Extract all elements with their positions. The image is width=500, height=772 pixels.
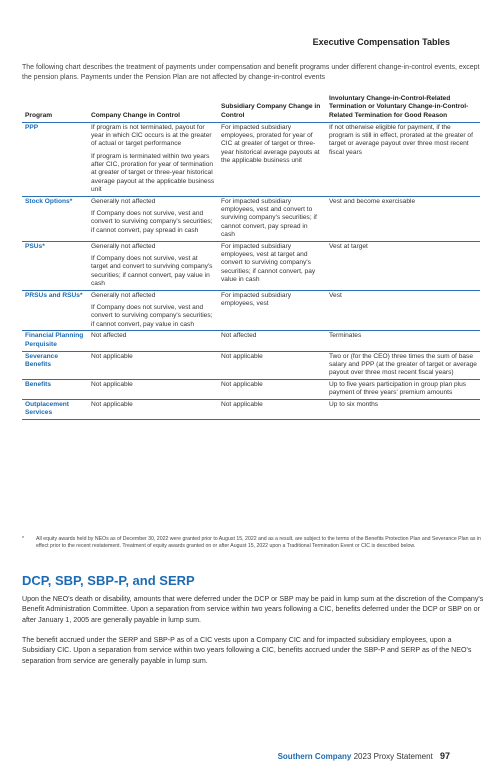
cell-text: Not applicable <box>221 401 263 408</box>
cell-text: If program is terminated within two years after CIC, proration for year of termination at greater of target or three-year historical average payout at the applicable business unit <box>91 152 215 193</box>
table-row <box>22 122 480 196</box>
cell-text: Vest and become exercisable <box>329 197 416 205</box>
program-name-cell: PPP <box>22 122 88 196</box>
column-header-subsidiary-cic: Subsidiary Company Change in Control <box>218 95 326 122</box>
subsidiary-cic-cell <box>218 379 326 399</box>
cic-treatment-table <box>22 95 480 420</box>
table-row <box>22 351 480 379</box>
subsidiary-cic-cell <box>218 196 326 241</box>
footer-doc-title: 2023 Proxy Statement <box>353 752 433 761</box>
table-row <box>22 400 480 420</box>
company-cic-cell <box>88 331 218 351</box>
cell-text: Generally not affected <box>91 242 156 250</box>
footnote-mark: * <box>22 536 25 542</box>
program-name-cell: Severance Benefits <box>22 351 88 379</box>
section-paragraph-2: The benefit accrued under the SERP and SBP-P as of a CIC vests upon a Company CIC and for impacted subsidiary employees, upon a Subsidiary CIC. Upon a separation from service within two years following a CIC, benefits accrued under the SBP-P and SERP as of the NEO's separation from service are generally payable in lump sum. <box>22 636 472 665</box>
termination-cell <box>326 351 480 379</box>
termination-cell <box>326 122 480 196</box>
termination-cell <box>326 331 480 351</box>
company-cic-cell <box>88 400 218 420</box>
cell-text: Up to six months <box>329 401 379 408</box>
footnote-text: All equity awards held by NEOs as of December 30, 2022 were granted prior to August 15, 2022 and as a result, are subject to the terms of the Benefits Protection Plan and Severance Plan as in effect prior to the recent restatement. Treatment of equity awards granted on or after August 15, 2022 upon a Traditional Termination Event or CIC is described below. <box>36 536 481 549</box>
termination-cell <box>326 196 480 241</box>
cell-text: Generally not affected <box>91 197 156 205</box>
cell-text: If Company does not survive, vest and convert to surviving company's securities; if cannot convert, pay value in cash <box>91 304 213 328</box>
company-cic-cell <box>88 351 218 379</box>
cell-text: Vest <box>329 291 342 299</box>
cell-text: Not applicable <box>221 352 263 360</box>
termination-cell <box>326 400 480 420</box>
footnote <box>22 536 484 550</box>
cell-text: For impacted subsidiary employees, prorated for year of CIC at greater of target or three-year historical average payouts at the applicable business unit <box>221 123 320 165</box>
program-name-cell: Stock Options* <box>22 196 88 241</box>
table-body <box>22 122 480 419</box>
cell-text: For impacted subsidiary employees, vest and convert to surviving company's securities; if cannot convert, pay spread in cash <box>221 197 317 238</box>
column-header-termination: Involuntary Change-in-Control-Related Termination or Voluntary Change-in-Control-Related Termination for Good Reason <box>326 95 480 122</box>
column-header-program: Program <box>22 95 88 122</box>
cell-text: For impacted subsidiary employees, vest <box>221 291 291 308</box>
cell-text: Up to five years participation in group plan plus payment of three years' premium amounts <box>329 380 467 397</box>
table-row <box>22 379 480 399</box>
table-row <box>22 241 480 290</box>
cell-text: Not affected <box>91 332 127 340</box>
cell-text: If not otherwise eligible for payment, if the program is still in effect, prorated at the greater of target or average payout over three most recent fiscal years <box>329 123 473 156</box>
program-name-cell: PRSUs and RSUs* <box>22 290 88 331</box>
page-header-title: Executive Compensation Tables <box>312 37 450 47</box>
program-name-cell: Financial Planning Perquisite <box>22 331 88 351</box>
page-footer <box>278 751 450 761</box>
cell-text: For impacted subsidiary employees, vest at target and convert to surviving company's securities; if cannot convert, pay value in cash <box>221 242 316 283</box>
cell-text: Generally not affected <box>91 291 156 299</box>
section-paragraph-1: Upon the NEO's death or disability, amounts that were deferred under the DCP or SBP may be paid in lump sum at the discretion of the Company's Benefit Administration Committee. Upon a separation from service within two years following a CIC, benefits deferred under the DCP or SBP on or after January 1, 2005 are generally payable in lump sum. <box>22 595 484 624</box>
cell-text: If program is not terminated, payout for year in which CIC occurs is at the greater of actual or target performance <box>91 123 212 148</box>
cell-text: Not applicable <box>91 352 133 360</box>
company-cic-cell <box>88 196 218 241</box>
termination-cell <box>326 241 480 290</box>
cell-text: If Company does not survive, vest and convert to surviving company's securities; if cannot convert, pay spread in cash <box>91 210 213 234</box>
cell-text: Not applicable <box>91 401 133 408</box>
subsidiary-cic-cell <box>218 400 326 420</box>
cell-text: Two or (for the CEO) three times the sum of base salary and PPP (at the greater of target or average payout over three most recent fiscal years) <box>329 352 477 377</box>
subsidiary-cic-cell <box>218 290 326 331</box>
table-row <box>22 290 480 331</box>
company-cic-cell <box>88 379 218 399</box>
company-cic-cell <box>88 241 218 290</box>
program-name-cell: PSUs* <box>22 241 88 290</box>
company-cic-cell <box>88 122 218 196</box>
column-header-company-cic: Company Change in Control <box>88 95 218 122</box>
table-row <box>22 331 480 351</box>
termination-cell <box>326 379 480 399</box>
program-name-cell: Benefits <box>22 379 88 399</box>
subsidiary-cic-cell <box>218 331 326 351</box>
cell-text: Not applicable <box>91 380 133 388</box>
page-number: 97 <box>439 751 450 761</box>
subsidiary-cic-cell <box>218 351 326 379</box>
program-name-cell: Outplacement Services <box>22 400 88 420</box>
cell-text: Vest at target <box>329 242 368 250</box>
cell-text: Not affected <box>221 332 257 340</box>
subsidiary-cic-cell <box>218 241 326 290</box>
table-row <box>22 196 480 241</box>
subsidiary-cic-cell <box>218 122 326 196</box>
table-header-row <box>22 95 480 122</box>
footer-brand: Southern Company <box>277 752 352 761</box>
intro-paragraph: The following chart describes the treatment of payments under compensation and benefit programs under different change-in-control events, except the pension plans. Payments under the Pension Plan are not affected by change-in-control events <box>22 64 480 81</box>
section-heading: DCP, SBP, SBP-P, and SERP <box>22 573 195 588</box>
company-cic-cell <box>88 290 218 331</box>
cell-text: Terminates <box>329 332 362 340</box>
termination-cell <box>326 290 480 331</box>
cell-text: Not applicable <box>221 380 263 388</box>
cell-text: If Company does not survive, vest at target and convert to surviving company's securities; if cannot convert, pay value in cash <box>91 255 213 287</box>
